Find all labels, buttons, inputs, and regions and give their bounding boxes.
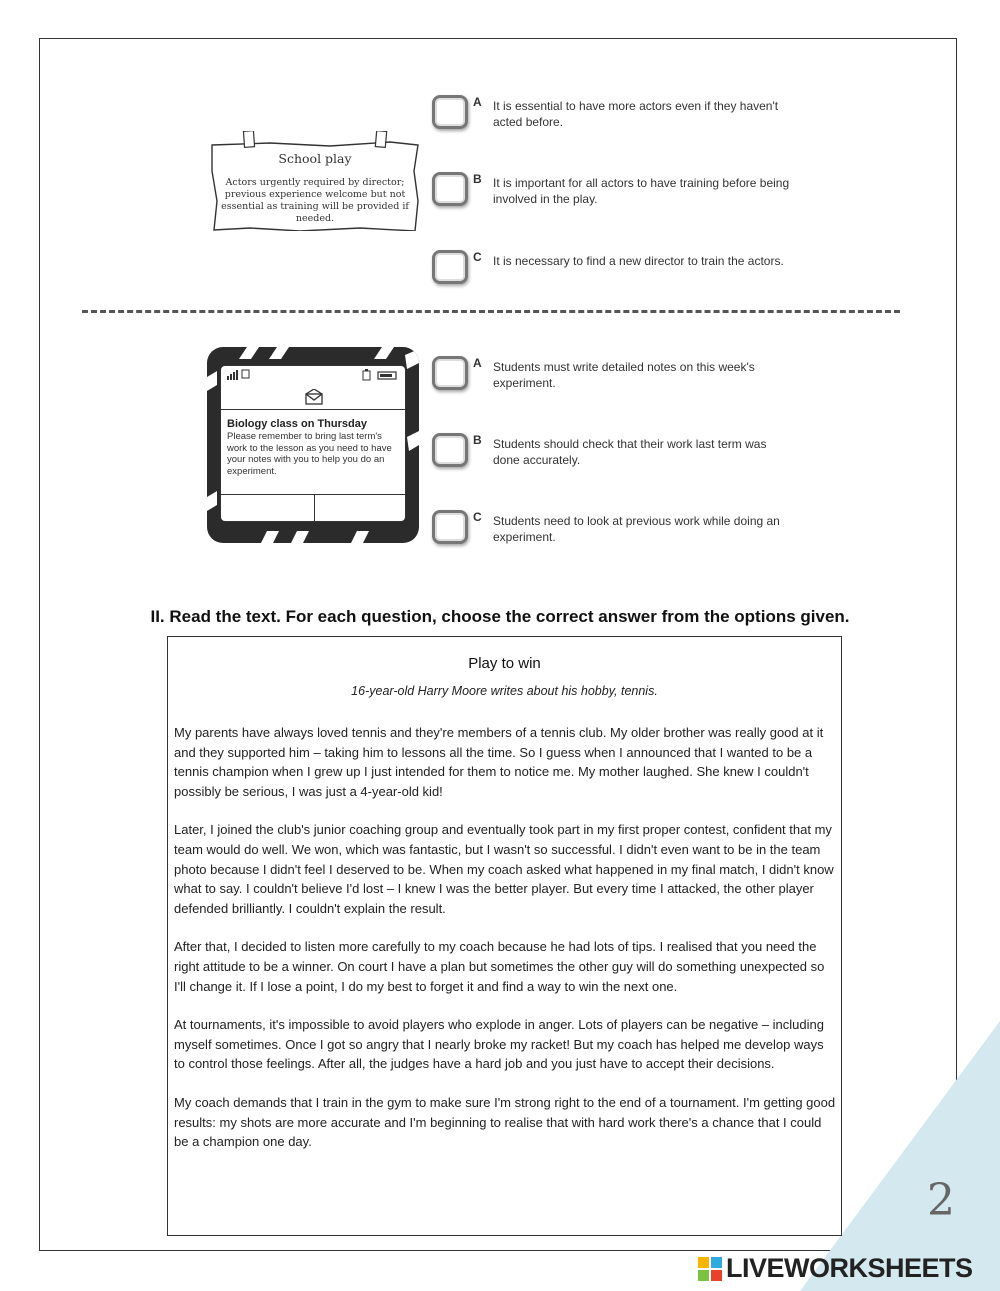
article-box xyxy=(167,636,842,1236)
option-text: It is important for all actors to have training before being involved in the play. xyxy=(493,176,790,206)
q1-option-b-checkbox[interactable] xyxy=(432,172,468,206)
option-text: Students need to look at previous work while doing an experiment. xyxy=(493,514,780,544)
article-paragraph: My parents have always loved tennis and they're members of a tennis club. My older brother was really good at it and they supported him – taking him to lessons all the time. So I guess when I announced that I wanted to be a tennis champion when I grew up I just intended for them to notice me. My mother laughed. She knew I couldn't possibly be serious, I was just a 4-year-old kid! xyxy=(174,725,824,799)
option-text: Students must write detailed notes on this week's experiment. xyxy=(493,360,755,390)
option-letter: B xyxy=(473,172,482,186)
divider xyxy=(314,494,315,521)
option-text: It is necessary to find a new director to train the actors. xyxy=(493,254,784,268)
article-paragraph: After that, I decided to listen more carefully to my coach because he had lots of tips. I realised that you need the right attitude to be a winner. On court I have a plan but sometimes the other guy will do something unexpected so I'll change it. If I lose a point, I do my best to forget it and find a way to win the next one. xyxy=(174,939,825,994)
article-title: Play to win xyxy=(468,655,541,672)
message-body: Please remember to bring last term's work to the lesson as you need to have your notes with you to help you do an experiment. xyxy=(227,431,392,477)
section-instruction: II. Read the text. For each question, choose the correct answer from the options given. xyxy=(150,607,850,626)
q1-option-c-checkbox[interactable] xyxy=(432,250,468,284)
option-text: It is essential to have more actors even if they haven't acted before. xyxy=(493,99,779,129)
dashed-divider xyxy=(82,310,900,313)
article-paragraph: My coach demands that I train in the gym to make sure I'm strong right to the end of a tournament. I'm getting good results: my shots are more accurate and I'm beginning to realise that with hard work there's a chance that I could be a champion one day. xyxy=(174,1094,836,1150)
phone-screen xyxy=(220,365,406,522)
option-letter: C xyxy=(473,250,482,264)
article-subtitle: 16-year-old Harry Moore writes about his hobby, tennis. xyxy=(351,684,658,698)
q2-option-c-checkbox[interactable] xyxy=(432,510,468,544)
divider xyxy=(221,409,405,410)
q1-option-a-checkbox[interactable] xyxy=(432,95,468,129)
option-letter: C xyxy=(473,510,482,524)
option-text: Students should check that their work last term was done accurately. xyxy=(493,437,767,467)
option-letter: B xyxy=(473,433,482,447)
brand-name: LIVEWORKSHEETS xyxy=(726,1253,973,1283)
liveworksheets-logo-icon xyxy=(698,1257,722,1281)
message-title: Biology class on Thursday xyxy=(227,418,367,430)
option-letter: A xyxy=(473,356,482,370)
phone-message xyxy=(207,347,419,543)
option-letter: A xyxy=(473,95,482,109)
divider xyxy=(221,494,405,495)
q2-option-a-checkbox[interactable] xyxy=(432,356,468,390)
article-paragraph: Later, I joined the club's junior coaching group and eventually took part in my first proper contest, confident that my team would do well. We won, which was fantastic, but I wasn't so successful. I didn't even want to be in the team photo because I didn't feel I deserved to be. When my coach asked what happened in my final match, I didn't know what to say. I couldn't believe I'd lost – I knew I was the better player. But every time I attacked, the other player defended brilliantly. I couldn't explain the result. xyxy=(174,822,834,916)
notice-title: School play xyxy=(278,151,352,166)
notice-text: Actors urgently required by director; previous experience welcome but not essential as training will be provided if needed. xyxy=(221,177,409,224)
phone-status-bar xyxy=(225,368,401,382)
article-paragraph: At tournaments, it's impossible to avoid players who explode in anger. Lots of players can be negative – including myself sometimes. Once I got so angry that I nearly broke my racket! But my coach has helped me develop ways to control those feelings. After all, the judges have a hard job and you just have to accept their decisions. xyxy=(174,1017,824,1072)
article-body xyxy=(174,723,836,1171)
q2-option-b-checkbox[interactable] xyxy=(432,433,468,467)
envelope-icon xyxy=(305,389,323,405)
page-number: 2 xyxy=(927,1175,955,1226)
school-play-notice xyxy=(210,143,420,231)
